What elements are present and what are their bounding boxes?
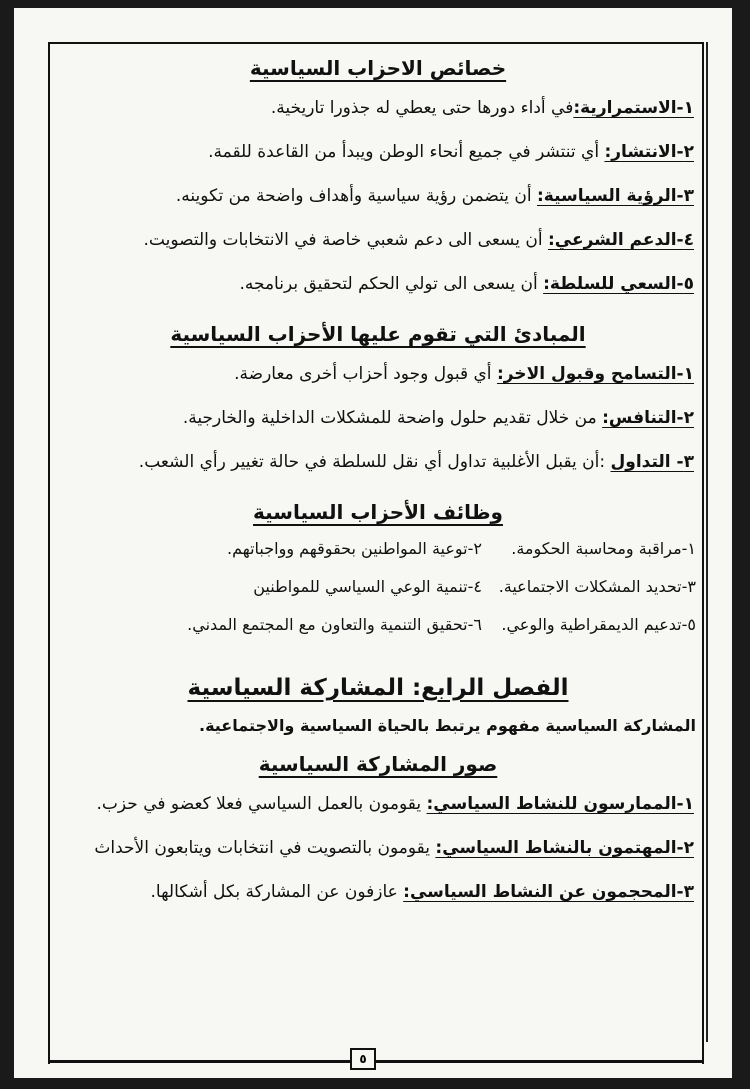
definition-text: المشاركة السياسية مفهوم يرتبط بالحياة السياسية والاجتماعية. (198, 716, 696, 735)
list-item: ٣-الرؤية السياسية: أن يتضمن رؤية سياسية وأهداف واضحة من تكوينه. (175, 186, 694, 206)
page-border-edge (706, 42, 708, 1042)
page-border-bottom (48, 1060, 704, 1063)
page-content (60, 50, 696, 914)
functions-grid (60, 530, 696, 644)
list-item: ١-الاستمرارية:في أداء دورها حتى يعطي له جذورا تاريخية. (270, 98, 694, 118)
list-item: ٢-المهتمون بالنشاط السياسي: يقومون بالتصويت في انتخابات ويتابعون الأحداث (94, 838, 694, 858)
list-item: ٥-تدعيم الديمقراطية والوعي. (501, 615, 696, 634)
chapter-title: الفصل الرابع: المشاركة السياسية (187, 675, 569, 701)
section-title-party-functions: وظائف الأحزاب السياسية (253, 500, 503, 524)
list-item: ٥-السعي للسلطة: أن يسعى الى تولي الحكم لتحقيق برنامجه. (239, 274, 694, 294)
list-item: ٤-الدعم الشرعي: أن يسعى الى دعم شعبي خاصة في الانتخابات والتصويت. (143, 230, 694, 250)
list-item: ١-مراقبة ومحاسبة الحكومة. (511, 539, 696, 558)
section-title-party-principles: المبادئ التي تقوم عليها الأحزاب السياسية (170, 322, 586, 346)
list-item: ٣-المحجمون عن النشاط السياسي: عازفون عن المشاركة بكل أشكالها. (150, 882, 694, 902)
list-item: ٢-توعية المواطنين بحقوقهم وواجباتهم. (226, 539, 482, 558)
list-item: ٣-تحديد المشكلات الاجتماعية. (498, 577, 696, 596)
list-item: ٢-الانتشار: أي تنتشر في جميع أنحاء الوطن ويبدأ من القاعدة للقمة. (208, 142, 694, 162)
list-item: ١-الممارسون للنشاط السياسي: يقومون بالعمل السياسي فعلا كعضو في حزب. (96, 794, 694, 814)
list-item: ٢-التنافس: من خلال تقديم حلول واضحة للمشكلات الداخلية والخارجية. (182, 408, 694, 428)
list-item: ٣- التداول :أن يقبل الأغلبية تداول أي نقل للسلطة في حالة تغيير رأي الشعب. (138, 452, 694, 472)
list-item: ٦-تحقيق التنمية والتعاون مع المجتمع المدني. (187, 615, 482, 634)
list-item: ٤-تنمية الوعي السياسي للمواطنين (253, 577, 482, 596)
list-item: ١-التسامح وقبول الاخر: أي قبول وجود أحزاب أخرى معارضة. (234, 364, 694, 384)
section-title-participation-forms: صور المشاركة السياسية (258, 752, 498, 776)
section-title-party-characteristics: خصائص الاحزاب السياسية (249, 56, 507, 80)
page-number: ٥ (350, 1048, 376, 1070)
